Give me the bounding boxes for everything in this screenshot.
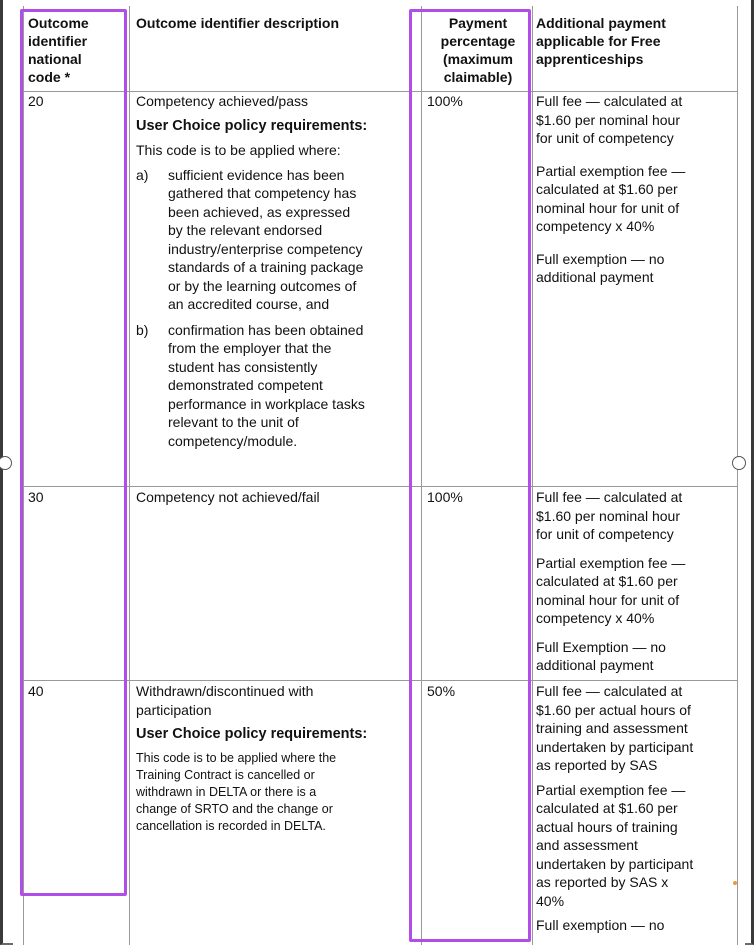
grid-line bbox=[23, 680, 738, 681]
row-40-additional: Full fee — calculated at $1.60 per actual hours of training and assessment undertaken by participant as reported by SAS Partial exemption fee — calculated at $1.60 per actual hours of training and assessment undertaken by participant as reported by SAS x 40% Full exemption — no bbox=[536, 683, 694, 933]
row-20-item-a: a) sufficient evidence has been gathered that competency has been achieved, as expressed by the relevant endorsed industry/enterprise competency standards of a training package or by the learning outcomes of an accredited course, and bbox=[136, 166, 364, 312]
row-40-description: Withdrawn/discontinued with participation User Choice policy requirements: This code is to be applied where the Training Contract is cancelled or withdrawn in DELTA or there is a change of SRTO and the change or cancellation is recorded in DELTA. bbox=[136, 682, 420, 835]
grid-line bbox=[23, 6, 24, 945]
row-20-intro: This code is to be applied where: bbox=[136, 142, 341, 158]
row-20-policy-heading: User Choice policy requirements: bbox=[136, 117, 368, 134]
row-20-description bbox=[136, 92, 420, 457]
row-30-additional: Full fee — calculated at $1.60 per nominal hour for unit of competency Partial exemption fee — calculated at $1.60 per nominal hour for unit of competency x 40% Full Exemption — no additional payment bbox=[536, 489, 686, 673]
row-20-additional: Full fee — calculated at $1.60 per nominal hour for unit of competency Partial exemption fee — calculated at $1.60 per nominal hour for unit of competency x 40% Full exemption — no additional payment bbox=[536, 93, 686, 285]
row-30-code: 30 bbox=[28, 489, 44, 505]
header-additional: Additional payment applicable for Free apprenticeships bbox=[536, 15, 666, 67]
left-resize-handle[interactable] bbox=[0, 456, 12, 470]
highlight-box-code-column bbox=[20, 9, 127, 896]
row-20-outcome: Competency achieved/pass bbox=[136, 93, 308, 109]
right-resize-handle[interactable] bbox=[732, 456, 746, 470]
row-30-description: Competency not achieved/fail bbox=[136, 489, 320, 505]
row-20-item-b: b) confirmation has been obtained from the employer that the student has consistently demonstrated competent performance in workplace tasks relevant to the unit of competency/module. bbox=[136, 321, 365, 449]
header-payment: Payment percentage (maximum claimable) bbox=[440, 15, 516, 85]
header-code: Outcome identifier national code * bbox=[28, 15, 89, 85]
highlight-box-payment-column bbox=[409, 9, 531, 942]
row-20-code: 20 bbox=[28, 93, 44, 109]
row-30-payment: 100% bbox=[427, 489, 463, 505]
header-description: Outcome identifier description bbox=[136, 15, 340, 31]
row-40-policy-text: This code is to be applied where the Training Contract is cancelled or withdrawn in DELTA or there is a change of SRTO and the change or cancellation is recorded in DELTA. bbox=[136, 750, 337, 833]
row-20-payment: 100% bbox=[427, 93, 463, 109]
row-40-policy-heading: User Choice policy requirements: bbox=[136, 726, 368, 742]
row-40-payment: 50% bbox=[427, 683, 456, 699]
grid-line bbox=[737, 6, 738, 945]
row-40-code: 40 bbox=[28, 683, 44, 699]
grid-line bbox=[23, 486, 738, 487]
grid-line bbox=[421, 6, 422, 945]
document-page bbox=[13, 6, 745, 945]
marker-dot bbox=[733, 881, 737, 885]
grid-line bbox=[129, 6, 130, 945]
grid-line bbox=[532, 6, 533, 945]
